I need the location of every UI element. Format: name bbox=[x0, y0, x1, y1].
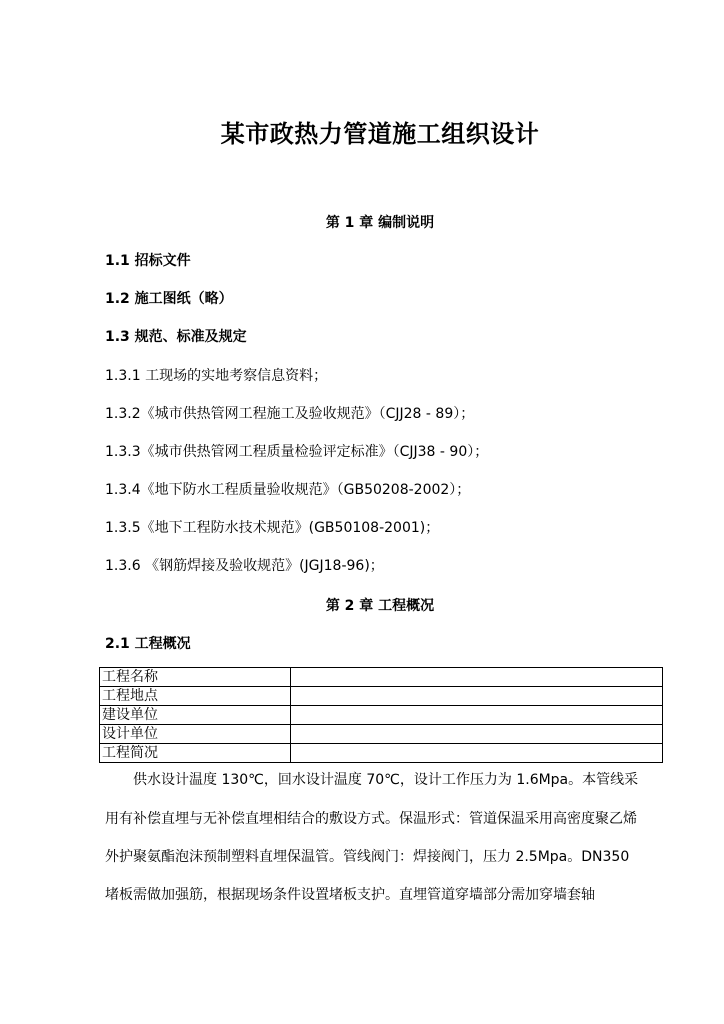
list-item: 1.3.1 工现场的实地考察信息资料； bbox=[105, 368, 328, 384]
chapter-1-heading: 第 1 章 编制说明 bbox=[325, 215, 435, 231]
list-item: 1.3.2《城市供热管网工程施工及验收规范》（CJJ28 - 89）； bbox=[105, 406, 475, 422]
table-cell-value bbox=[291, 668, 663, 687]
project-info-table bbox=[99, 667, 663, 763]
paragraph-line: 用有补偿直埋与无补偿直埋相结合的敷设方式。保温形式：管道保温采用高密度聚乙烯 bbox=[105, 811, 637, 827]
table-row bbox=[100, 668, 663, 687]
table-row bbox=[100, 706, 663, 725]
section-1-2-heading: 1.2 施工图纸（略） bbox=[105, 291, 233, 307]
list-item: 1.3.6 《钢筋焊接及验收规范》(JGJ18-96)； bbox=[105, 558, 384, 574]
table-cell-label: 建设单位 bbox=[100, 706, 291, 725]
table-cell-value bbox=[291, 706, 663, 725]
table-cell-label: 设计单位 bbox=[100, 725, 291, 744]
table-row bbox=[100, 687, 663, 706]
table-cell-value bbox=[291, 725, 663, 744]
chapter-2-heading: 第 2 章 工程概况 bbox=[325, 598, 435, 614]
table-cell-label: 工程简况 bbox=[100, 744, 291, 763]
list-item: 1.3.3《城市供热管网工程质量检验评定标准》（CJJ38 - 90）； bbox=[105, 444, 489, 460]
table-cell-label: 工程名称 bbox=[100, 668, 291, 687]
paragraph-line: 供水设计温度 130℃，回水设计温度 70℃，设计工作压力为 1.6Mpa。本管线采 bbox=[105, 772, 639, 788]
list-item: 1.3.5《地下工程防水技术规范》(GB50108-2001)； bbox=[105, 520, 440, 536]
section-2-1-heading: 2.1 工程概况 bbox=[105, 636, 191, 652]
table-row bbox=[100, 744, 663, 763]
table-cell-value bbox=[291, 744, 663, 763]
table-cell-value bbox=[291, 687, 663, 706]
section-1-1-heading: 1.1 招标文件 bbox=[105, 253, 191, 269]
table-cell-label: 工程地点 bbox=[100, 687, 291, 706]
table-row bbox=[100, 725, 663, 744]
section-1-3-heading: 1.3 规范、标准及规定 bbox=[105, 329, 247, 345]
page-title: 某市政热力管道施工组织设计 bbox=[220, 120, 540, 148]
paragraph-line: 堵板需做加强筋，根据现场条件设置堵板支护。直埋管道穿墙部分需加穿墙套轴 bbox=[105, 887, 595, 903]
list-item: 1.3.4《地下防水工程质量验收规范》（GB50208-2002）； bbox=[105, 482, 471, 498]
paragraph-line: 外护聚氨酯泡沫预制塑料直埋保温管。管线阀门：焊接阀门，压力 2.5Mpa。DN350 bbox=[105, 849, 630, 865]
